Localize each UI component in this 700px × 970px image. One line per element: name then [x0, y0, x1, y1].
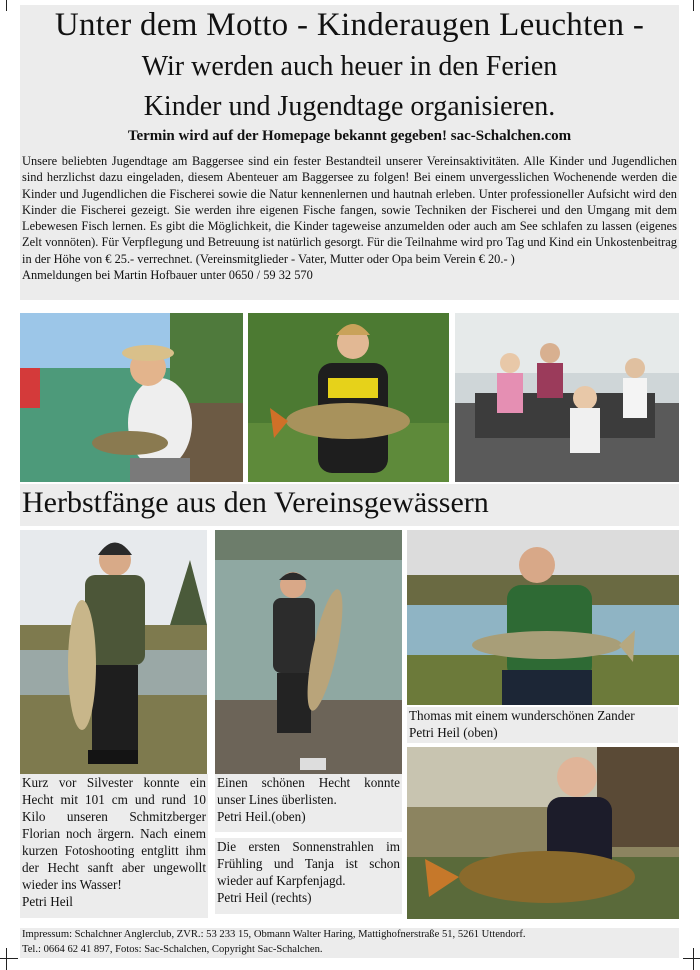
photo-boy-holding-carp: [248, 313, 449, 482]
registration-contact: Anmeldungen bei Martin Hofbauer unter 0650 / 59 32 570: [22, 268, 313, 283]
crop-mark-top-left: [0, 0, 18, 11]
caption-lines-text: Einen schönen Hecht konnte unser Lines überlisten.: [217, 775, 400, 807]
intro-paragraph: Unsere beliebten Jugendtage am Baggersee sind ein fester Bestandteil unserer Vereinsaktivitäten. Alle Kinder und Jugendlichen sind herzlichst dazu eingeladen, diesem Abenteuer am Baggersee zu folgen! Bei einem unvergesslichen Wochenende werden die Kinder und Jugendlichen die Fischerei sowie die Natur kennenlernen und hautnah erleben. Unter professioneller Aufsicht wird den Kinder die Fischerei gezeigt. Sie werden ihre eigenen Fische fangen, sowie Techniken der Fischerei und den Umgang mit dem Lebewesen Fisch lernen. Es gibt die Möglichkeit, die Kinder tageweise anzumelden oder auch am See schlafen zu lassen (eigenes Zelt vonnöten). Für Verpflegung und Betreuung ist natürlich gesorgt. Für die Teilnahme wird pro Tag und Kind ein Unkostenbeitrag in der Höhe von € 25.- verrechnet. (Vereinsmitglieder - Vater, Mutter oder Opa beim Verein € 20.- ): [22, 154, 677, 266]
photo-lines-with-pike: [215, 530, 402, 774]
caption-thomas-text: Thomas mit einem wunderschönen Zander: [409, 708, 635, 723]
section-title: Herbstfänge aus den Vereinsgewässern: [22, 486, 489, 519]
caption-lines-greeting: Petri Heil.(oben): [217, 809, 306, 824]
caption-tanja: [215, 838, 402, 914]
caption-florian: [20, 774, 208, 918]
crop-mark-bottom-left: [0, 948, 18, 970]
caption-thomas: [407, 707, 678, 743]
footer-contact-line: Tel.: 0664 62 41 897, Fotos: Sac-Schalchen, Copyright Sac-Schalchen.: [22, 943, 323, 955]
intro-text: [22, 153, 677, 283]
caption-thomas-greeting: Petri Heil (oben): [409, 725, 498, 740]
photo-florian-with-pike: [20, 530, 207, 774]
page-title-line1: Unter dem Motto - Kinderaugen Leuchten -: [54, 7, 645, 43]
photo-children-at-table-in-tent: [455, 313, 679, 482]
caption-lines: [215, 774, 402, 832]
caption-tanja-greeting: Petri Heil (rechts): [217, 890, 312, 905]
intro-block: [20, 152, 679, 300]
caption-florian-greeting: Petri Heil: [22, 894, 73, 909]
photo-tanja-with-carp: [407, 747, 679, 919]
caption-tanja-text: Die ersten Sonnenstrahlen im Frühling und Tanja ist schon wieder auf Karpfenjagd.: [217, 839, 400, 888]
header-block: [20, 5, 679, 152]
date-announcement: Termin wird auf der Homepage bekannt gegeben! sac-Schalchen.com: [127, 128, 572, 144]
photo-boy-with-carp-at-lake: [20, 313, 243, 482]
footer-impressum-line: Impressum: Schalchner Anglerclub, ZVR.: 53 233 15, Obmann Walter Haring, Mattighofnerstraße 51, 5261 Uttendorf.: [22, 929, 526, 940]
crop-mark-top-right: [683, 0, 700, 11]
page-title-line3: Kinder und Jugendtage organisieren.: [143, 91, 556, 122]
caption-florian-text: Kurz vor Silvester konnte ein Hecht mit 101 cm und rund 10 Kilo unseren Schmitzberger Florian noch ärgern. Nach einem kurzen Fotoshooting entglitt ihm der Hecht sanft aber ungewollt wieder ins Wasser!: [22, 775, 206, 892]
section-title-block: [20, 484, 679, 526]
crop-mark-bottom-right: [683, 948, 700, 970]
footer-impressum: [20, 928, 679, 958]
photo-thomas-with-zander: [407, 530, 679, 705]
page-title-line2: Wir werden auch heuer in den Ferien: [141, 51, 558, 82]
